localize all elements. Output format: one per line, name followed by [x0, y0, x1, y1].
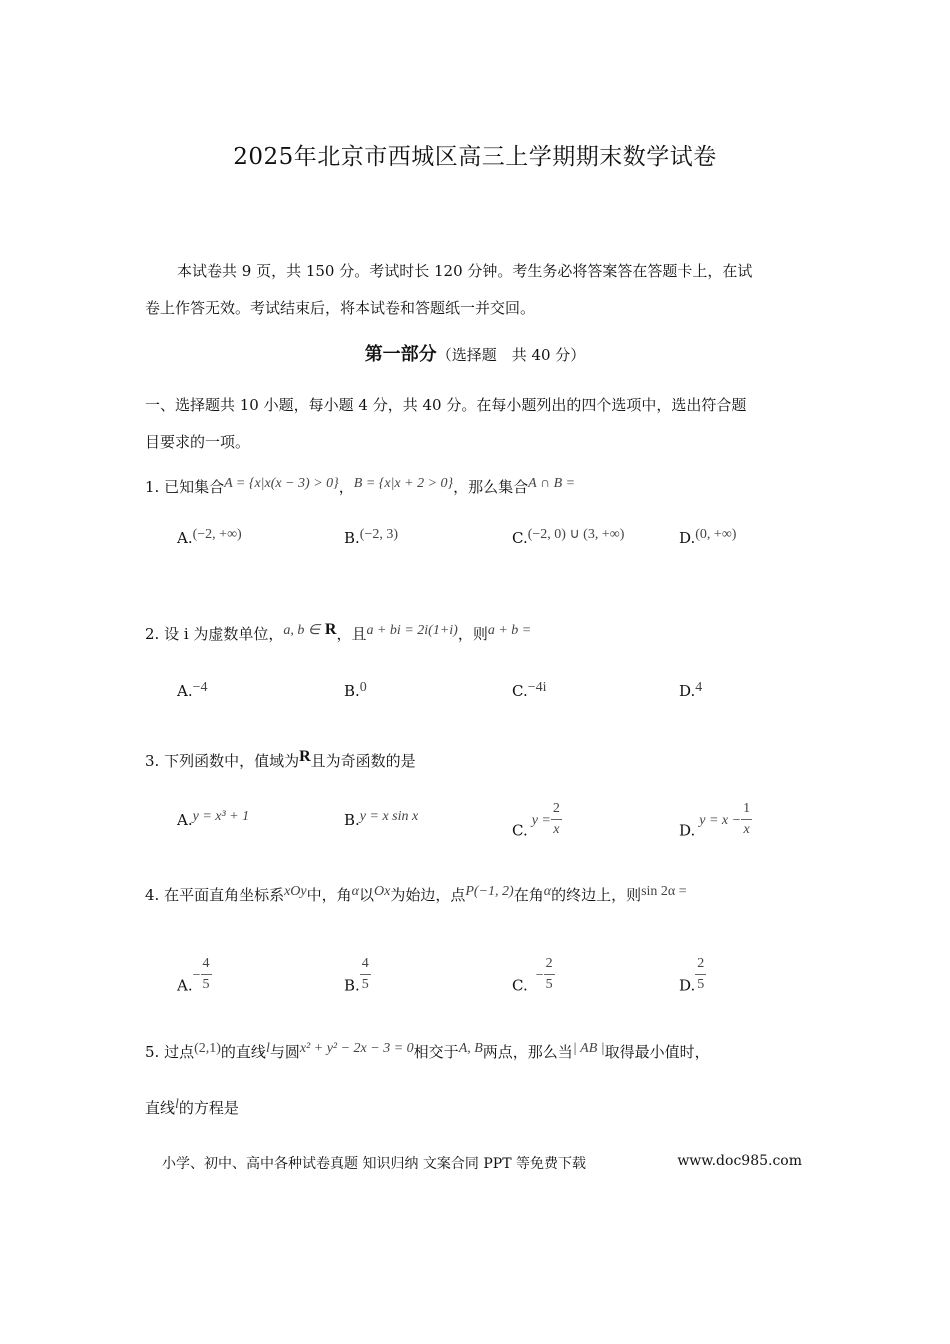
q2-real-set: R [324, 621, 337, 638]
question-5-line-2 [145, 1097, 810, 1118]
q4-option-b-denominator: 5 [361, 977, 369, 992]
q2-option-c [512, 682, 547, 701]
q4-t2: 以 [359, 886, 375, 904]
q2-option-d-label: D. [679, 682, 696, 700]
q5-line-l: l [265, 1041, 270, 1056]
page-footer [162, 1153, 802, 1173]
q4-alpha: α [351, 884, 360, 899]
q2-option-b-label: B. [344, 682, 360, 700]
q4-xoy: xOy [284, 884, 307, 899]
q4-option-c-denominator: 5 [545, 977, 553, 992]
q4-point-p: P(−1, 2) [465, 884, 514, 899]
part-one-note: （选择题 共 40 分） [436, 346, 586, 364]
q2-option-a [177, 682, 208, 701]
q4-option-b-fraction [360, 954, 371, 995]
footer-url: www.doc985.com [677, 1153, 802, 1169]
q2-equation: a + bi = 2i(1+i) [366, 623, 458, 638]
intro-paragraph [145, 253, 810, 327]
q5-points-ab: A, B [458, 1041, 483, 1056]
q4-option-a-numerator: 4 [201, 954, 212, 975]
q3-real-set: R [299, 748, 311, 765]
q5-point: (2,1) [194, 1041, 221, 1056]
q1-set-a: A = {x|x(x − 3) > 0} [224, 476, 339, 491]
q2-option-d [679, 682, 702, 701]
q1-option-b-value: (−2, 3) [359, 527, 399, 542]
q5-t5: 取得最小值时， [604, 1043, 710, 1061]
q5-prefix: 5. 过点 [145, 1043, 195, 1061]
q4-option-a [177, 956, 212, 1007]
q2-option-d-value: 4 [695, 680, 703, 695]
q3-option-d [679, 801, 752, 852]
q4-option-b-numerator: 4 [360, 954, 371, 975]
q4-alpha-2: α [543, 884, 552, 899]
q2-expr: a + b = [487, 623, 532, 638]
question-4-stem [145, 884, 810, 905]
q1-option-c [512, 529, 624, 548]
q5-t3: 相交于 [413, 1043, 459, 1061]
q5-t1: 的直线 [220, 1043, 266, 1061]
q2-option-a-value: −4 [192, 680, 208, 695]
q1-option-a-label: A. [177, 529, 193, 547]
q2-mid: ，且 [336, 625, 367, 643]
q4-option-c-numerator: 2 [544, 954, 555, 975]
q4-option-c-sign: − [535, 967, 544, 983]
q3-option-c-fraction [551, 799, 562, 840]
q4-ox: Ox [374, 884, 391, 899]
q3-option-c-numerator: 2 [551, 799, 562, 820]
footer-text: 小学、初中、高中各种试卷真题 知识归纳 文案合同 PPT 等免费下载 [162, 1156, 586, 1172]
part-one-heading [0, 340, 950, 366]
question-3-stem [145, 750, 810, 771]
q5-line2-prefix: 直线 [145, 1099, 176, 1117]
q3-option-d-label: D. [679, 821, 696, 840]
q1-option-b [344, 529, 398, 548]
q1-mid: ，那么集合 [453, 478, 529, 496]
q5-line-l-2: l [175, 1097, 179, 1112]
q4-t5: 的终边上，则 [551, 886, 642, 904]
q2-ab: a, b ∈ [283, 623, 321, 638]
q1-option-d [679, 529, 736, 548]
q3-option-a-value: y = x³ + 1 [192, 809, 250, 824]
q3-prefix: 3. 下列函数中，值域为 [145, 752, 300, 770]
q1-option-d-value: (0, +∞) [695, 527, 737, 542]
q1-option-c-value: (−2, 0) ∪ (3, +∞) [527, 527, 625, 542]
intro-line-1: 本试卷共 9 页，共 150 分。考试时长 120 分钟。考生务必将答案答在答题卡上，在试 [177, 262, 753, 280]
q3-option-b [344, 811, 418, 830]
q5-line2-suffix: 的方程是 [178, 1099, 239, 1117]
q2-option-a-label: A. [177, 682, 193, 700]
q3-option-d-lhs: y = x − [699, 812, 742, 828]
q1-option-b-label: B. [344, 529, 360, 547]
q1-option-c-label: C. [512, 529, 528, 547]
question-1-stem [145, 476, 810, 497]
q4-option-d [679, 956, 706, 1007]
q4-option-d-label: D. [679, 976, 696, 995]
q4-option-c-fraction [544, 954, 555, 995]
q3-option-b-value: y = x sin x [359, 809, 419, 824]
q5-t4: 两点，那么当 [482, 1043, 573, 1061]
q4-expr: sin 2α = [641, 884, 687, 899]
q3-option-c-denominator: x [553, 822, 560, 837]
q1-expr: A ∩ B = [528, 476, 576, 491]
q4-option-d-denominator: 5 [697, 977, 705, 992]
q4-option-c-label: C. [512, 976, 528, 995]
q1-set-b: B = {x|x + 2 > 0} [353, 476, 454, 491]
q2-option-b [344, 682, 367, 701]
q3-option-c [512, 801, 562, 852]
q2-option-b-value: 0 [359, 680, 367, 695]
exam-title: 2025年北京市西城区高三上学期期末数学试卷 [233, 144, 717, 170]
q3-option-d-fraction [741, 799, 752, 840]
intro-line-2: 卷上作答无效。考试结束后，将本试卷和答题纸一并交回。 [145, 299, 536, 317]
q5-t2: 与圆 [269, 1043, 300, 1061]
q1-option-a [177, 529, 242, 548]
q4-option-d-numerator: 2 [695, 954, 706, 975]
q3-option-d-denominator: x [743, 822, 750, 837]
q2-option-c-value: −4i [527, 680, 547, 695]
q4-option-a-label: A. [177, 976, 193, 995]
q1-option-d-label: D. [679, 529, 696, 547]
q2-prefix: 2. 设 i 为虚数单位， [145, 625, 284, 643]
q4-option-d-fraction [695, 954, 706, 995]
q4-t4: 在角 [513, 886, 544, 904]
q1-prefix: 1. 已知集合 [145, 478, 225, 496]
section-instructions [145, 387, 810, 461]
q2-option-c-label: C. [512, 682, 528, 700]
instructions-line-2: 目要求的一项。 [145, 433, 251, 451]
q1-option-a-value: (−2, +∞) [192, 527, 242, 542]
q3-option-a [177, 811, 249, 830]
question-5-stem [145, 1041, 810, 1062]
q4-option-a-denominator: 5 [202, 977, 210, 992]
q4-t3: 为始边，点 [390, 886, 466, 904]
q4-option-a-sign: − [192, 967, 201, 983]
q3-option-d-numerator: 1 [741, 799, 752, 820]
q2-mid2: ，则 [457, 625, 488, 643]
q4-t1: 中，角 [306, 886, 352, 904]
q4-prefix: 4. 在平面直角坐标系 [145, 886, 285, 904]
q4-option-b-label: B. [344, 976, 360, 995]
q3-option-c-lhs: y = [531, 812, 551, 828]
q4-option-b [344, 956, 371, 1007]
q3-suffix: 且为奇函数的是 [310, 752, 416, 770]
instructions-line-1: 一、选择题共 10 小题，每小题 4 分，共 40 分。在每小题列出的四个选项中，选出符合题 [145, 396, 747, 414]
q3-option-b-label: B. [344, 811, 360, 829]
question-2-stem [145, 623, 810, 644]
q4-option-c [512, 956, 555, 1007]
part-one-title: 第一部分 [364, 344, 437, 365]
q3-option-a-label: A. [177, 811, 193, 829]
q5-circle-equation: x² + y² − 2x − 3 = 0 [299, 1041, 414, 1056]
q1-sep: ， [338, 478, 354, 496]
q4-option-a-fraction [201, 954, 212, 995]
q5-abs-ab: | AB | [572, 1041, 605, 1056]
q3-option-c-label: C. [512, 821, 528, 840]
